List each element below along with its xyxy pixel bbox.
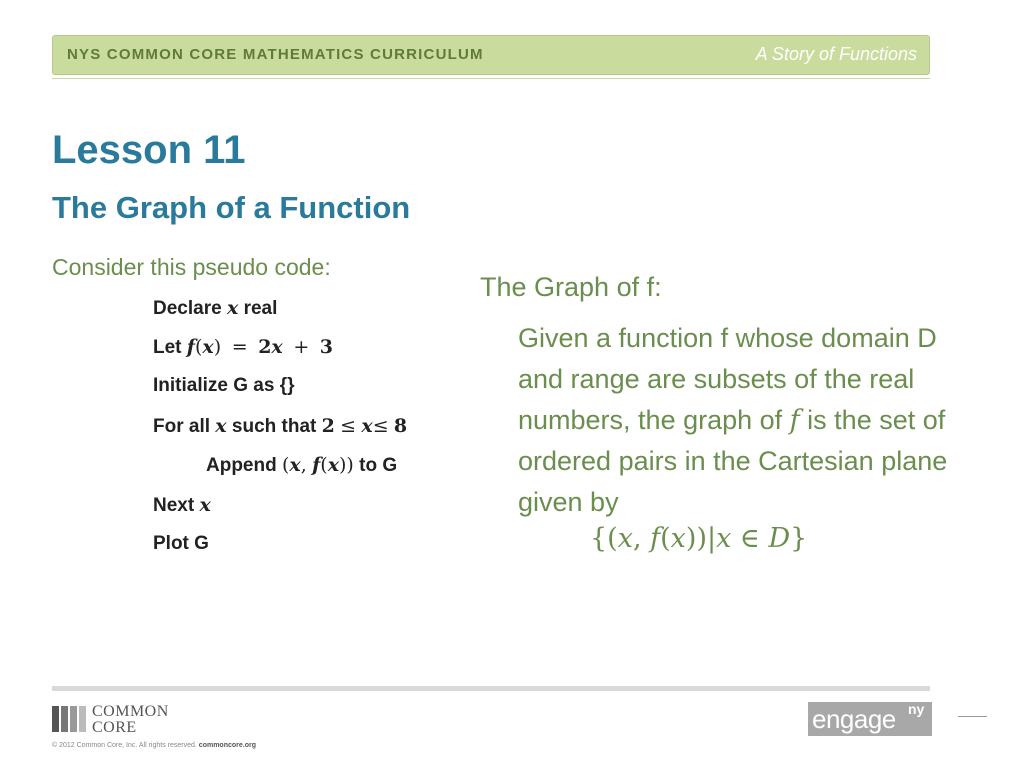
math-number: 3 [319,336,334,358]
math-function: f [312,454,321,476]
code-keyword: Next [153,495,195,516]
code-keyword: Declare [153,298,222,319]
math-symbol: ))| [685,523,717,554]
code-keyword: For all [153,416,211,437]
copyright [52,742,256,749]
math-symbol: ≤ [372,415,389,437]
math-variable: x [716,523,732,554]
math-variable: x [226,297,239,319]
math-function: f [789,405,800,436]
code-keyword: to G [359,455,398,476]
definition-text: is the set of ordered pairs in the Cartesian plane given by [518,405,948,517]
module-title: A Story of Functions [755,44,917,64]
code-line-declare [153,297,277,320]
math-symbol: )) [339,454,354,476]
math-symbol: = [231,336,248,358]
logo-bar [61,706,68,732]
logo-bar [79,706,86,732]
math-variable: x [670,523,686,554]
math-symbol: ∈ [731,523,769,554]
set-notation [590,523,807,554]
math-variable: D [768,523,791,554]
footer-divider [52,686,930,691]
logo-line: COMMON [92,703,169,720]
math-symbol: {( [590,523,618,554]
header-divider [52,78,930,79]
code-keyword: Let [153,337,182,358]
code-keyword: such that [231,416,317,437]
math-variable: x [327,454,340,476]
math-variable: x [199,494,211,516]
common-core-logo [52,704,192,738]
definition-heading: The Graph of f: [480,272,662,302]
math-symbol: + [293,336,310,358]
engage-logo-text: engage [812,704,896,734]
math-variable: x [617,523,633,554]
code-line-initialize: Initialize G as {} [153,375,295,396]
math-number: 8 [393,415,408,437]
math-function: f [650,523,661,554]
math-symbol: ( [194,336,203,358]
code-line-append [206,454,397,477]
math-variable: x [202,336,214,358]
code-keyword: Append [206,455,277,476]
math-variable: x [361,415,373,437]
side-divider [958,716,987,717]
engage-logo-superscript: ny [908,701,925,717]
math-symbol: , [300,454,307,476]
lesson-subtitle: The Graph of a Function [52,190,411,225]
header-bar [52,35,930,75]
math-symbol: ( [660,523,671,554]
code-line-for-all [153,415,407,438]
math-symbol: } [790,523,808,554]
math-number: 2 [321,415,335,437]
math-variable: x [215,415,227,437]
logo-bar [52,706,59,732]
math-variable: x [271,336,283,358]
math-variable: x [289,454,301,476]
definition-body [518,318,988,523]
math-symbol: ( [282,454,290,476]
code-line-next [153,494,211,517]
code-keyword: real [243,298,278,319]
pseudo-code-intro: Consider this pseudo code: [52,254,331,280]
code-line-let [153,336,333,359]
math-symbol: ≤ [340,415,357,437]
logo-bar [70,706,77,732]
math-symbol: ( [320,454,328,476]
website-text: commoncore.org [198,742,256,749]
code-line-plot: Plot G [153,533,209,554]
common-core-logo-text [92,704,169,736]
math-function: f [186,336,195,358]
math-number: 2 [258,336,272,358]
definition-text: Given a function f whose domain D and range are subsets of the real numbers, the graph of [518,323,937,435]
engage-ny-logo [808,702,932,736]
lesson-title: Lesson 11 [52,128,246,172]
copyright-text: © 2012 Common Core, Inc. All rights reserved. [52,742,197,749]
curriculum-title: NYS COMMON CORE MATHEMATICS CURRICULUM [67,46,484,63]
math-symbol: ) [213,336,222,358]
math-symbol: , [632,523,651,554]
logo-line: CORE [92,719,137,736]
